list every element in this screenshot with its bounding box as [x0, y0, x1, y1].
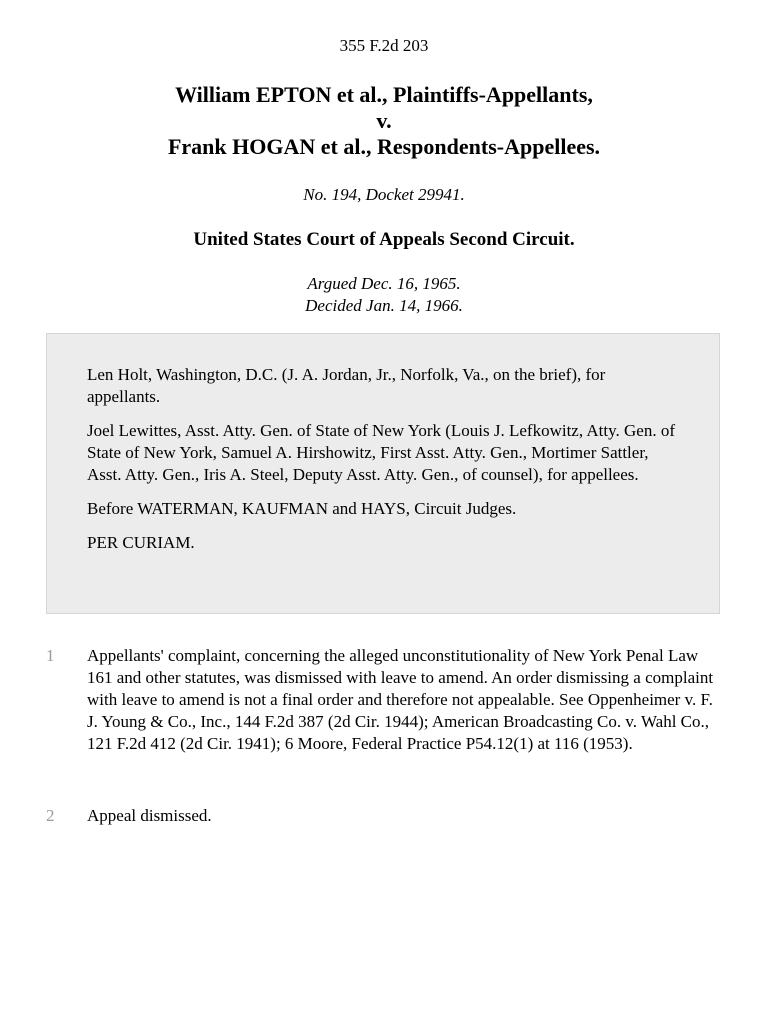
argued-date: Argued Dec. 16, 1965.	[307, 274, 461, 293]
decided-date: Decided Jan. 14, 1966.	[305, 296, 463, 315]
paragraph-text: Appeal dismissed.	[87, 806, 212, 825]
paragraph-number: 1	[46, 646, 55, 665]
counsel-appellees: Joel Lewittes, Asst. Atty. Gen. of State of New York (Louis J. Lefkowitz, Atty. Gen. of State of New York, Samuel A. Hirshowitz, First Asst. Atty. Gen., Mortimer Sattler, Asst. Atty. Gen., Iris A. Steel, Deputy Asst. Atty. Gen., of counsel), for appellees.	[87, 421, 676, 484]
caption-respondents: Frank HOGAN et al., Respondents-Appellees.	[167, 134, 601, 159]
court-name: United States Court of Appeals Second Circuit.	[193, 229, 575, 250]
per-curiam-label: PER CURIAM.	[87, 533, 195, 552]
caption-versus: v.	[376, 108, 392, 133]
case-dates	[0, 273, 768, 317]
case-citation: 355 F.2d 203	[339, 36, 429, 55]
counsel-panel	[46, 333, 720, 614]
paragraph-text: Appellants' complaint, concerning the alleged unconstitutionality of New York Penal Law 161 and other statutes, was dismissed with leave to amend. An order dismissing a complaint with leave to amend is not a final order and therefore not appealable. See Oppenheimer v. F. J. Young & Co., Inc., 144 F.2d 387 (2d Cir. 1944); American Broadcasting Co. v. Wahl Co., 121 F.2d 412 (2d Cir. 1941); 6 Moore, Federal Practice P54.12(1) at 116 (1953).	[87, 646, 714, 753]
paragraph-number: 2	[46, 806, 55, 825]
caption-plaintiffs: William EPTON et al., Plaintiffs-Appellants,	[175, 82, 593, 107]
case-caption	[0, 82, 768, 160]
bench-statement: Before WATERMAN, KAUFMAN and HAYS, Circuit Judges.	[87, 499, 517, 518]
counsel-appellants: Len Holt, Washington, D.C. (J. A. Jordan, Jr., Norfolk, Va., on the brief), for appellants.	[87, 365, 606, 406]
docket-number: No. 194, Docket 29941.	[303, 185, 465, 204]
